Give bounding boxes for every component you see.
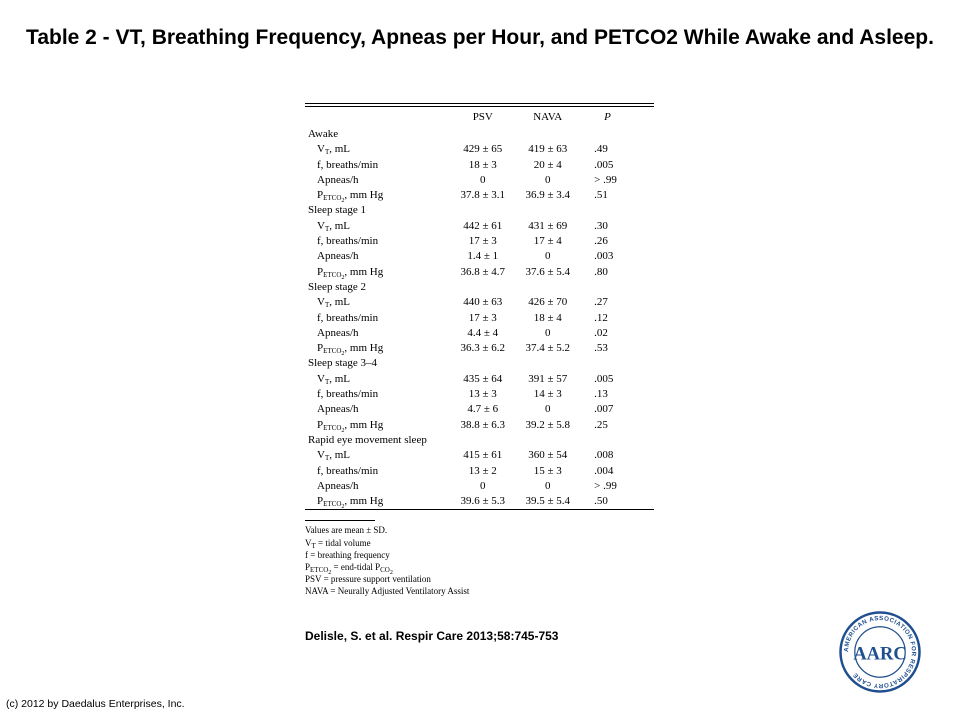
cell-label: f, breaths/min [317,311,379,324]
slide-title: Table 2 - VT, Breathing Frequency, Apneas per Hour, and PETCO2 While Awake and Asleep. [26,26,934,49]
cell-p: .13 [594,388,608,401]
cell-nava: 37.6 ± 5.4 [525,265,570,278]
cell-label: Apneas/h [317,250,359,263]
cell-p: .49 [594,143,608,156]
cell-label: $V_T$, mL [317,296,351,310]
cell-psv: 13 ± 3 [468,388,497,401]
cell-label: $P_{ETCO_2}$, mm Hg [317,265,384,281]
cell-p: .02 [594,326,608,339]
table-row [305,234,654,249]
cell-nava: 36.9 ± 3.4 [525,189,570,202]
cell-psv: 36.8 ± 4.7 [460,265,506,278]
cell-p: .50 [594,495,608,508]
cell-psv: 440 ± 63 [463,296,503,309]
table-row [305,341,654,356]
cell-label: f, breaths/min [317,388,379,401]
section-name: Awake [308,128,339,140]
cell-nava: 0 [544,403,551,416]
notes-rule [305,520,375,521]
cell-nava: 0 [544,479,551,492]
cell-psv: 17 ± 3 [468,311,497,324]
cell-p: > .99 [594,479,617,492]
cell-label: Apneas/h [317,173,359,186]
table-row [305,479,654,494]
table-row [305,418,654,433]
cell-nava: 17 ± 4 [533,235,562,248]
note-line: Values are mean ± SD. [305,525,388,536]
cell-label: $P_{ETCO_2}$, mm Hg [317,495,384,511]
cell-label: f, breaths/min [317,464,379,477]
table-row [305,249,654,264]
cell-psv: 415 ± 61 [463,449,503,462]
section-name: Rapid eye movement sleep [308,433,427,446]
cell-nava: 0 [544,326,551,339]
cell-p: > .99 [594,173,617,186]
data-table-container [305,103,654,598]
table-row [305,402,654,417]
header-psv: PSV [472,111,493,123]
cell-nava: 39.5 ± 5.4 [525,495,570,508]
cell-nava: 20 ± 4 [533,158,562,171]
cell-psv: 0 [480,173,486,186]
cell-nava: 14 ± 3 [533,388,562,401]
cell-nava: 0 [544,250,551,263]
section-row [305,203,654,218]
cell-label: f, breaths/min [317,158,379,171]
cell-psv: 13 ± 2 [468,464,497,477]
cell-psv: 17 ± 3 [468,235,497,248]
cell-psv: 4.7 ± 6 [467,403,499,416]
note-line: $P_{ETCO_2}$ = end-tidal $P_{CO_2}$ [305,562,393,577]
table-row [305,372,654,387]
cell-p: .005 [594,158,614,171]
cell-label: $V_T$, mL [317,143,351,157]
cell-label: $V_T$, mL [317,372,351,386]
citation: Delisle, S. et al. Respir Care 2013;58:745-753 [305,629,559,643]
cell-psv: 0 [480,479,486,492]
table-row [305,464,654,479]
cell-p: .004 [594,464,614,477]
header-nava: NAVA [533,111,563,123]
cell-psv: 435 ± 64 [463,372,503,385]
table-bottom-rule [305,509,654,510]
cell-p: .005 [594,372,614,385]
table-row [305,142,654,157]
section-row [305,356,654,371]
table-row [305,494,654,509]
cell-nava: 419 ± 63 [528,143,568,156]
cell-nava: 391 ± 57 [528,372,568,385]
cell-psv: 38.8 ± 6.3 [460,418,506,431]
section-name: Sleep stage 1 [308,204,367,217]
cell-nava: 0 [544,173,551,186]
cell-nava: 431 ± 69 [528,219,568,232]
cell-p: .003 [594,250,614,263]
table-row [305,188,654,203]
cell-p: .51 [594,189,608,202]
cell-label: $V_T$, mL [317,449,351,463]
cell-psv: 1.4 ± 1 [467,250,499,263]
table-notes [305,524,654,597]
table-row [305,265,654,280]
note-line: $V_T$ = tidal volume [305,537,371,550]
table-row [305,219,654,234]
table-row [305,387,654,402]
cell-psv: 36.3 ± 6.2 [460,342,506,355]
cell-nava: 18 ± 4 [533,311,562,324]
cell-p: .27 [594,296,608,309]
section-row [305,127,654,142]
cell-p: .008 [594,449,614,462]
cell-nava: 15 ± 3 [533,464,562,477]
cell-p: .25 [594,418,608,431]
cell-p: .80 [594,265,608,278]
cell-nava: 37.4 ± 5.2 [525,342,570,355]
cell-nava: 39.2 ± 5.8 [525,418,570,431]
cell-label: Apneas/h [317,403,359,416]
cell-psv: 37.8 ± 3.1 [460,189,506,202]
note-line: PSV = pressure support ventilation [305,574,431,585]
table-row [305,158,654,173]
note-line: f = breathing frequency [305,549,390,560]
header-p: P [604,111,611,123]
cell-p: .007 [594,403,614,416]
cell-label: Apneas/h [317,326,359,339]
table-body [305,127,654,509]
cell-psv: 429 ± 65 [463,143,503,156]
cell-p: .12 [594,311,608,324]
section-name: Sleep stage 2 [308,280,367,293]
cell-nava: 360 ± 54 [528,449,568,462]
header-label [305,107,450,127]
cell-p: .26 [594,235,608,248]
data-table [305,107,654,509]
cell-label: $V_T$, mL [317,219,351,233]
table-row [305,173,654,188]
cell-label: $P_{ETCO_2}$, mm Hg [317,189,384,205]
cell-label: Apneas/h [317,479,359,492]
cell-psv: 39.6 ± 5.3 [460,495,506,508]
cell-p: .30 [594,219,608,232]
svg-text:AARC: AARC [853,643,907,664]
cell-p: .53 [594,342,608,355]
table-header-row [305,107,654,127]
table-row [305,326,654,341]
cell-label: f, breaths/min [317,235,379,248]
cell-psv: 442 ± 61 [463,219,503,232]
section-row [305,280,654,295]
svg-text:AMERICAN ASSOCIATION FOR RESPI: AMERICAN ASSOCIATION FOR RESPIRATORY CARE [842,615,918,689]
section-row [305,433,654,448]
cell-nava: 426 ± 70 [528,296,568,309]
table-row [305,311,654,326]
copyright: (c) 2012 by Daedalus Enterprises, Inc. [6,698,185,710]
cell-psv: 18 ± 3 [468,158,497,171]
note-line: NAVA = Neurally Adjusted Ventilatory Assist [305,586,470,597]
section-name: Sleep stage 3–4 [308,357,378,370]
cell-label: $P_{ETCO_2}$, mm Hg [317,418,384,434]
cell-label: $P_{ETCO_2}$, mm Hg [317,342,384,358]
table-row [305,448,654,463]
cell-psv: 4.4 ± 4 [467,326,499,339]
aarc-logo [838,610,922,694]
table-row [305,295,654,310]
